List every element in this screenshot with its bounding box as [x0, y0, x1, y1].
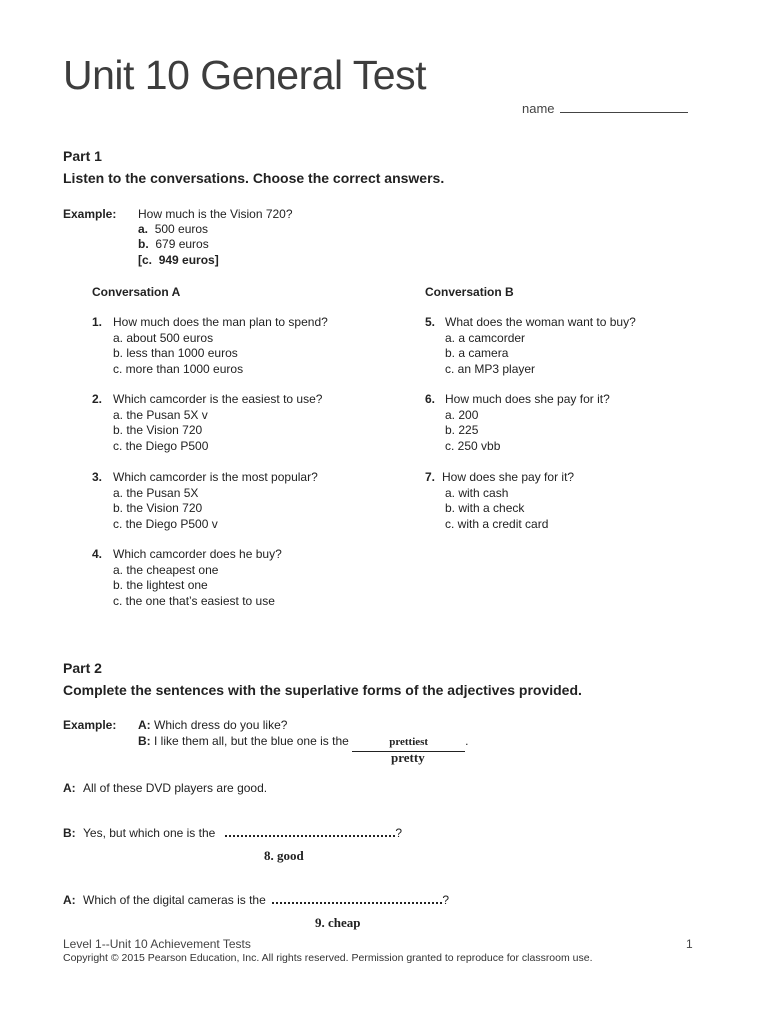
line-text: I like them all, but the blue one is the — [154, 734, 349, 748]
question-2 — [92, 392, 322, 454]
example-hint: pretty — [391, 750, 425, 765]
question-6 — [425, 392, 610, 454]
part2-line-a — [63, 781, 267, 797]
answer-option: a. a camcorder — [445, 330, 526, 345]
question-number: 5. — [425, 315, 436, 329]
question-number: 2. — [92, 392, 103, 406]
part1-heading: Part 1 — [63, 148, 102, 164]
speaker-label: B: — [138, 734, 151, 748]
question-text: How much does the man plan to spend? — [113, 315, 328, 329]
part1-example-option-correct — [138, 253, 219, 269]
answer-option: b. the Vision 720 — [113, 423, 203, 437]
question-5 — [425, 315, 636, 377]
question-number: 7. — [425, 470, 436, 484]
footer-title: Level 1--Unit 10 Achievement Tests — [63, 937, 251, 951]
question-number: 3. — [92, 470, 103, 484]
conversation-b-heading: Conversation B — [425, 285, 514, 299]
hint-8: 8. good — [264, 848, 304, 863]
answer-option: a. about 500 euros — [113, 330, 214, 345]
line-text: Yes, but which one is the — [83, 826, 216, 840]
option-letter: [c. — [138, 253, 153, 267]
conversation-a-heading: Conversation A — [92, 285, 181, 299]
question-text: Which camcorder is the easiest to use? — [113, 392, 323, 406]
answer-blank-9[interactable] — [272, 892, 442, 904]
question-4 — [92, 547, 282, 609]
page-number: 1 — [686, 937, 693, 951]
question-text: Which camcorder is the most popular? — [113, 470, 318, 484]
line-text: All of these DVD players are good. — [83, 781, 268, 795]
answer-option: c. the Diego P500 v — [113, 516, 218, 531]
line-end: ? — [395, 826, 403, 840]
answer-option: b. a camera — [445, 346, 509, 360]
part2-example-label: Example: — [63, 718, 117, 732]
answer-option: b. the lightest one — [113, 578, 208, 592]
answer-option: a. the Pusan 5X v — [113, 407, 208, 422]
answer-blank-8[interactable] — [225, 825, 395, 837]
question-1 — [92, 315, 328, 377]
answer-option: c. the Diego P500 — [113, 438, 209, 453]
line-text: Which dress do you like? — [154, 718, 288, 732]
answer-option: c. the one that’s easiest to use — [113, 593, 275, 608]
question-number: 4. — [92, 547, 103, 561]
answer-option: b. less than 1000 euros — [113, 346, 238, 360]
question-number: 1. — [92, 315, 103, 329]
speaker-label: B: — [63, 826, 76, 840]
option-text: 949 euros] — [158, 253, 219, 267]
example-answer-blank: prettiest — [352, 735, 465, 752]
copyright: Copyright © 2015 Pearson Education, Inc. All rights reserved. Permission granted to reproduce for classroom use. — [63, 952, 593, 964]
option-text: 500 euros — [154, 222, 209, 236]
question-number: 6. — [425, 392, 436, 406]
part1-example-question: How much is the Vision 720? — [138, 207, 293, 221]
part2-heading: Part 2 — [63, 660, 102, 676]
question-text: How much does she pay for it? — [445, 392, 610, 406]
answer-option: b. the Vision 720 — [113, 501, 203, 515]
answer-option: a. the cheapest one — [113, 562, 219, 577]
question-7 — [425, 470, 574, 532]
part1-example-label: Example: — [63, 207, 117, 221]
part1-example-option — [138, 222, 208, 238]
answer-option: c. an MP3 player — [445, 361, 536, 376]
speaker-label: A: — [63, 893, 76, 907]
option-letter: b. — [138, 237, 149, 251]
name-label: name — [522, 101, 555, 116]
name-field — [522, 101, 688, 116]
answer-option: c. more than 1000 euros — [113, 361, 244, 376]
question-3 — [92, 470, 318, 532]
question-text: What does the woman want to buy? — [445, 315, 636, 329]
page-title: Unit 10 General Test — [63, 52, 427, 98]
line-end: ? — [442, 893, 450, 907]
part2-example-line-a — [138, 718, 287, 734]
part2-line-b-q8 — [63, 825, 402, 842]
question-text: Which camcorder does he buy? — [113, 547, 282, 561]
answer-option: b. with a check — [445, 501, 525, 515]
part1-example-option — [138, 237, 209, 253]
line-text: Which of the digital cameras is the — [83, 893, 266, 907]
name-blank — [560, 101, 688, 113]
answer-option: c. with a credit card — [445, 516, 549, 531]
answer-option: b. 225 — [445, 423, 479, 437]
answer-option: a. 200 — [445, 407, 479, 422]
option-text: 679 euros — [155, 237, 209, 251]
speaker-label: A: — [138, 718, 151, 732]
answer-option: a. with cash — [445, 485, 509, 500]
answer-option: c. 250 vbb — [445, 438, 501, 453]
part1-instruction: Listen to the conversations. Choose the correct answers. — [63, 170, 445, 186]
answer-option: a. the Pusan 5X — [113, 485, 199, 500]
hint-9: 9. cheap — [315, 915, 361, 930]
speaker-label: A: — [63, 781, 76, 795]
part2-example-line-b — [138, 734, 469, 752]
line-end: . — [465, 734, 469, 748]
question-text: How does she pay for it? — [442, 470, 575, 484]
option-letter: a. — [138, 222, 149, 236]
part2-line-a-q9 — [63, 892, 449, 909]
part2-instruction: Complete the sentences with the superlative forms of the adjectives provided. — [63, 682, 582, 698]
